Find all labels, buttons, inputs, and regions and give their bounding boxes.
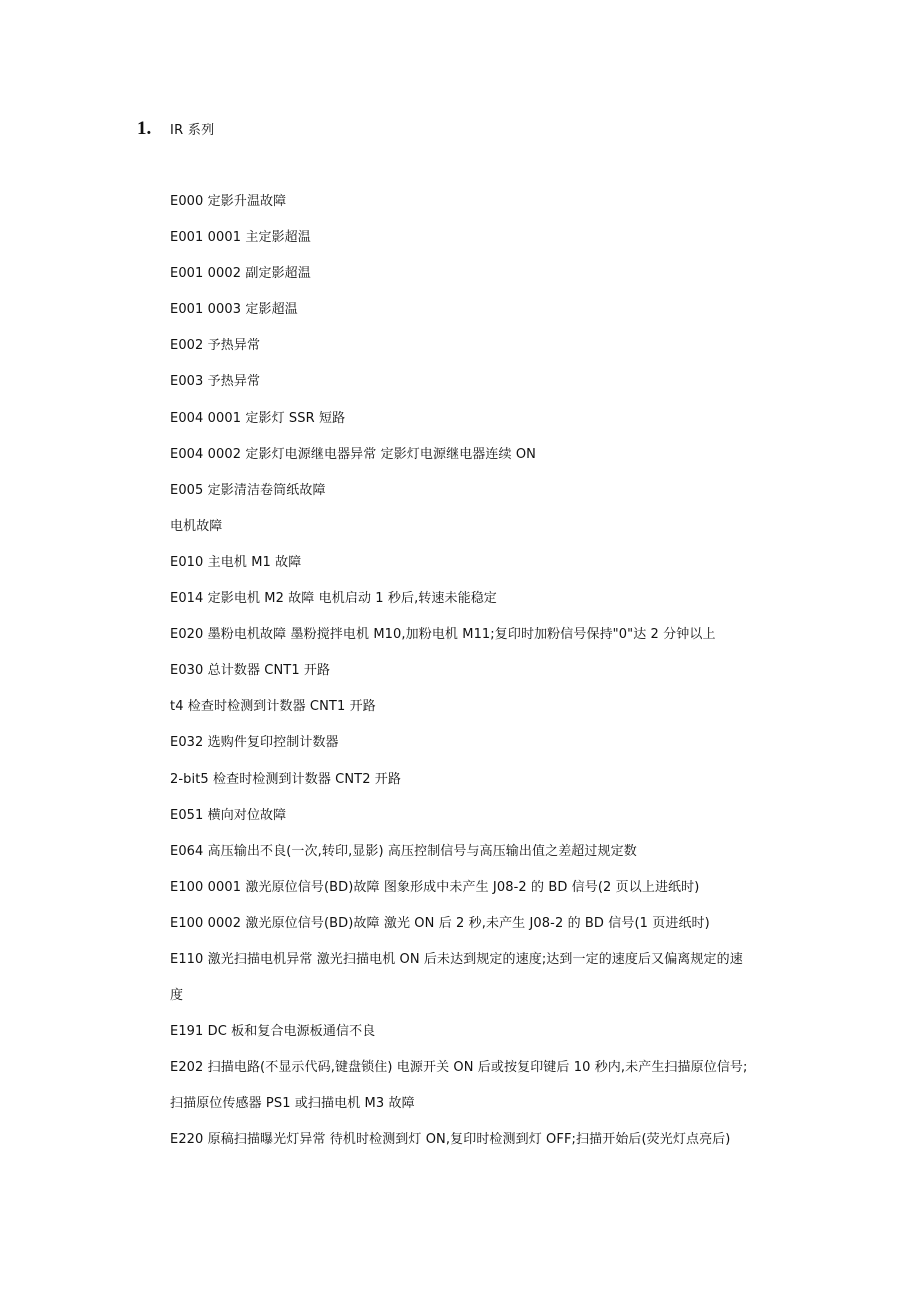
- list-item: E110 激光扫描电机异常 激光扫描电机 ON 后未达到规定的速度;达到一定的速度后又偏离规定的速: [170, 951, 743, 967]
- list-item: E005 定影清洁卷筒纸故障: [170, 482, 326, 498]
- subheading: 电机故障: [170, 518, 223, 534]
- list-item: E001 0003 定影超温: [170, 302, 298, 318]
- list-item-continuation: 度: [170, 988, 184, 1004]
- section-number: 1.: [137, 118, 152, 139]
- list-item: E220 原稿扫描曝光灯异常 待机时检测到灯 ON,复印时检测到灯 OFF;扫描开始后(荧光灯点亮后): [170, 1132, 731, 1148]
- list-item: E000 定影升温故障: [170, 194, 287, 209]
- list-item: E020 墨粉电机故障 墨粉搅拌电机 M10,加粉电机 M11;复印时加粉信号保持"0"达 2 分钟以上: [170, 627, 716, 643]
- list-item: E010 主电机 M1 故障: [170, 554, 302, 570]
- section-heading: [137, 118, 215, 146]
- list-item: 2-bit5 检查时检测到计数器 CNT2 开路: [170, 771, 402, 787]
- list-item: E001 0002 副定影超温: [170, 266, 311, 282]
- error-code-list: [170, 186, 810, 1161]
- list-item: E004 0001 定影灯 SSR 短路: [170, 410, 346, 426]
- list-item: E004 0002 定影灯电源继电器异常 定影灯电源继电器连续 ON: [170, 446, 536, 462]
- list-item: E002 予热异常: [170, 338, 261, 354]
- list-item: E032 选购件复印控制计数器: [170, 735, 339, 751]
- list-item: E100 0001 激光原位信号(BD)故障 图象形成中未产生 J08-2 的 BD 信号(2 页以上进纸时): [170, 879, 700, 895]
- list-item: E202 扫描电路(不显示代码,键盘锁住) 电源开关 ON 后或按复印键后 10 秒内,未产生扫描原位信号;: [170, 1060, 748, 1076]
- list-item-continuation: 扫描原位传感器 PS1 或扫描电机 M3 故障: [170, 1096, 415, 1112]
- list-item: E014 定影电机 M2 故障 电机启动 1 秒后,转速未能稳定: [170, 591, 497, 607]
- section-title: IR 系列: [170, 123, 215, 138]
- list-item: E030 总计数器 CNT1 开路: [170, 663, 331, 679]
- list-item: E051 横向对位故障: [170, 807, 287, 823]
- list-item: E191 DC 板和复合电源板通信不良: [170, 1024, 376, 1040]
- list-item: t4 检查时检测到计数器 CNT1 开路: [170, 699, 376, 715]
- list-item: E003 予热异常: [170, 374, 261, 390]
- list-item: E100 0002 激光原位信号(BD)故障 激光 ON 后 2 秒,未产生 J08-2 的 BD 信号(1 页进纸时): [170, 915, 710, 931]
- list-item: E064 高压输出不良(一次,转印,显影) 高压控制信号与高压输出值之差超过规定数: [170, 843, 637, 859]
- list-item: E001 0001 主定影超温: [170, 230, 311, 246]
